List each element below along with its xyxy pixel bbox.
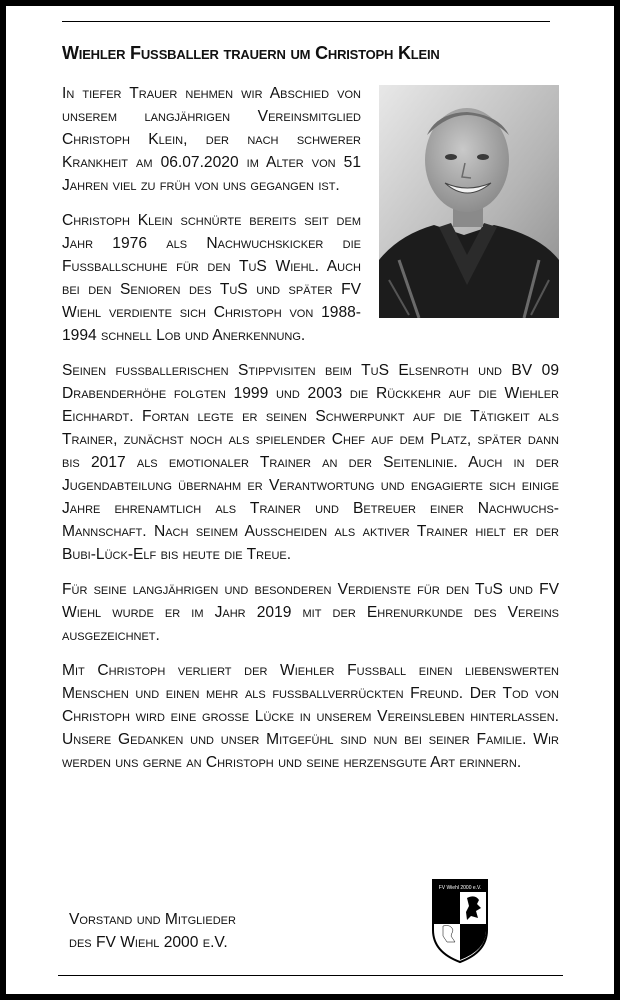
club-crest-logo: [431, 878, 489, 964]
signature-line-1: Vorstand und Mitglieder: [69, 911, 236, 928]
paragraph-honors: Für seine langjährigen und besonderen Verdienste für den TuS und FV Wiehl wurde er im Jahr 2019 mit der Ehrenurkunde des Vereins ausgezeichnet.: [62, 581, 559, 644]
portrait-photo: [379, 85, 559, 318]
paragraph-farewell: Mit Christoph verliert der Wiehler Fußball einen liebenswerten Menschen und einen mehr als fußballverrückten Freund. Der Tod von Christoph wird eine große Lücke in unserem Vereinsleben hinterlassen. Unsere Gedanken und unser Mitgefühl sind nun bei seiner Familie. Wir werden uns gerne an Christoph und seine herzensgute Art erinnern.: [62, 662, 559, 771]
paragraph-career-start: Christoph Klein schnürte bereits seit dem Jahr 1976 als Nachwuchskicker die Fußballschuhe für den TuS Wiehl. Auch bei den Senioren des TuS und später FV Wiehl verdiente sich Christoph von 1988-1994 schnell Lob und Anerkennung.: [62, 212, 361, 344]
headline: Wiehler Fußballer trauern um Christoph Klein: [62, 43, 440, 63]
paragraph-intro-text: In tiefer Trauer nehmen wir Abschied von unserem langjährigen Vereinsmitglied Christoph Klein, der nach schwerer Krankheit am 06.07.2020 im Alter von 51 Jahren viel zu früh von uns gegangen ist.: [62, 85, 361, 194]
signature-block: [69, 908, 236, 954]
bottom-rule: [58, 975, 563, 976]
obituary-article: [62, 40, 559, 786]
svg-text:FV Wiehl 2000 e.V.: FV Wiehl 2000 e.V.: [438, 885, 482, 891]
paragraph-career-trainer: Seinen fußballerischen Stippvisiten beim TuS Elsenroth und BV 09 Drabenderhöhe folgten 1999 und 2003 die Rückkehr auf die Wiehler Eichhardt. Fortan legte er seinen Schwerpunkt auf die Tätigkeit als Trainer, zunächst noch als spielender Chef auf dem Platz, später dann bis 2017 als emotionaler Trainer an der Seitenlinie. Auch in der Jugendabteilung übernahm er Verantwortung und engagierte sich einige Jahre ehrenamtlich als Trainer und Betreuer einer Nachwuchs-Mannschaft. Nach seinem Ausscheiden als aktiver Trainer hielt er der Bubi-Lück-Elf bis heute die Treue.: [62, 362, 559, 563]
top-rule: [62, 21, 550, 22]
paragraph-intro: [62, 82, 559, 197]
signature-line-2: des FV Wiehl 2000 e.V.: [69, 934, 228, 951]
